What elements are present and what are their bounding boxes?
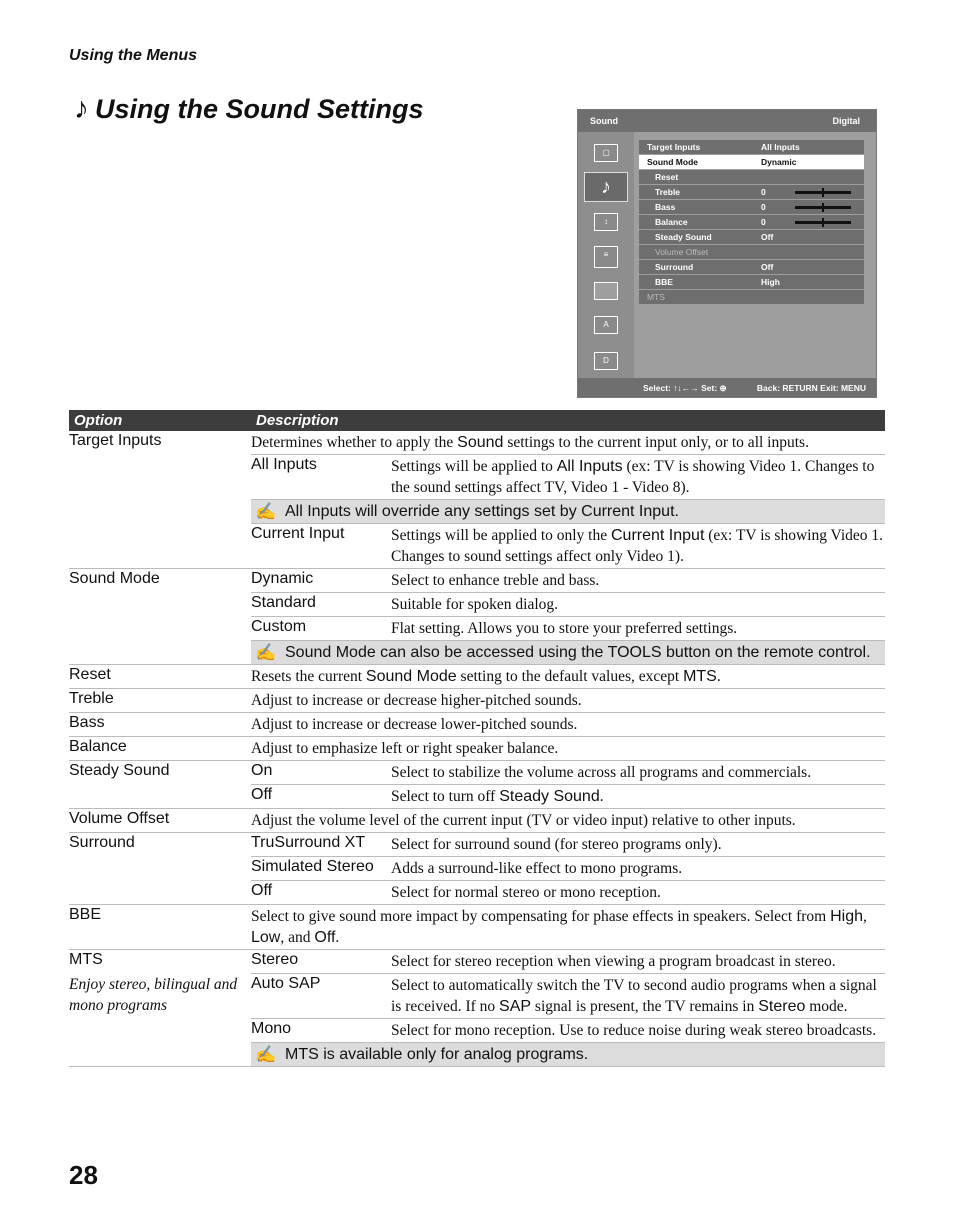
note-all-inputs: ✍ All Inputs will override any settings set by Current Input. — [251, 499, 885, 523]
menu-row-sound-mode: Sound Mode Dynamic — [639, 155, 864, 169]
option-description: Adjust the volume level of the current input (TV or video input) relative to other inputs. — [251, 812, 796, 829]
menu-row-surround: Surround Off — [639, 260, 864, 274]
treble-slider — [795, 191, 851, 194]
parental-digital-icon: D — [584, 346, 628, 376]
option-label: Steady Sound — [69, 762, 170, 779]
option-label: BBE — [69, 906, 102, 923]
option-label: Bass — [69, 714, 105, 731]
sub-row-simulated-stereo: Simulated Stereo Adds a surround-like effect to mono programs. — [251, 856, 885, 880]
menu-bottom-bar — [578, 378, 876, 397]
menu-rows — [639, 140, 864, 305]
menu-row-treble: Treble 0 — [639, 185, 864, 199]
channel-icon: ≡ — [584, 242, 628, 272]
row-bbe — [69, 905, 885, 950]
option-label: Target Inputs — [69, 432, 162, 449]
option-description: Select to give sound more impact by compensating for phase effects in speakers. Select from High, Low, and Off. — [251, 908, 867, 946]
option-sublabel: Enjoy stereo, bilingual and mono programs — [69, 976, 238, 1014]
option-label: Surround — [69, 834, 135, 851]
option-label: Volume Offset — [69, 810, 170, 827]
option-label: Treble — [69, 690, 114, 707]
row-volume-offset — [69, 809, 885, 833]
row-surround — [69, 833, 885, 905]
menu-top-bar — [578, 110, 876, 132]
row-reset — [69, 665, 885, 689]
row-sound-mode — [69, 569, 885, 665]
sound-settings-table — [69, 410, 885, 1067]
menu-row-reset: Reset — [639, 170, 864, 184]
page-number: 28 — [69, 1160, 98, 1190]
menu-back-exit-hint: Back: RETURN Exit: MENU — [756, 383, 866, 393]
option-label: MTS — [69, 951, 103, 968]
row-balance — [69, 737, 885, 761]
menu-row-mts: MTS — [639, 290, 864, 304]
sub-row-dynamic: Dynamic Select to enhance treble and bass. — [251, 570, 600, 589]
row-treble — [69, 689, 885, 713]
option-description: Resets the current Sound Mode setting to the default values, except MTS. — [251, 668, 721, 685]
note-sound-mode: ✍ Sound Mode can also be accessed using the TOOLS button on the remote control. — [251, 640, 885, 664]
menu-row-target-inputs: Target Inputs All Inputs — [639, 140, 864, 154]
menu-row-steady-sound: Steady Sound Off — [639, 230, 864, 244]
sub-row-on: On Select to stabilize the volume across all programs and commercials. — [251, 762, 812, 781]
option-description: Adjust to increase or decrease lower-pitched sounds. — [251, 716, 578, 733]
sub-row-auto-sap: Auto SAP Select to automatically switch the TV to second audio programs when a signal is received. If no SAP signal is present, the TV remains in Stereo mode. — [251, 973, 885, 1018]
row-mts — [69, 950, 885, 1067]
menu-row-bass: Bass 0 — [639, 200, 864, 214]
bass-slider — [795, 206, 851, 209]
picture-icon: ▢ — [584, 138, 628, 168]
sub-row-trusurround: TruSurround XT Select for surround sound (for stereo programs only). — [251, 834, 722, 853]
parental-analog-icon: A — [584, 310, 628, 340]
screen-icon: ↕ — [584, 207, 628, 237]
sub-row-stereo: Stereo Select for stereo reception when viewing a program broadcast in stereo. — [251, 951, 836, 970]
sub-row-all-inputs: All Inputs Settings will be applied to All Inputs (ex: TV is showing Video 1. Changes to the sound settings affect TV, Video 1 - Video 8). — [251, 456, 875, 496]
page-title — [74, 92, 424, 126]
balance-slider — [795, 221, 851, 224]
note-mts: ✍ MTS is available only for analog programs. — [251, 1042, 885, 1066]
menu-select-hint: Select: ↑↓←→ Set: ⊕ — [643, 383, 727, 393]
sub-row-current-input: Current Input Settings will be applied to only the Current Input (ex: TV is showing Video 1. Changes to sound settings affect only Video 1). — [251, 523, 885, 568]
note-pencil-icon: ✍ — [255, 502, 277, 521]
option-label: Reset — [69, 666, 111, 683]
page-title-text: Using the Sound Settings — [95, 93, 424, 124]
sub-row-custom: Custom Flat setting. Allows you to store your preferred settings. — [251, 616, 885, 640]
table-header — [69, 410, 885, 431]
sub-row-mono: Mono Select for mono reception. Use to reduce noise during weak stereo broadcasts. — [251, 1018, 885, 1042]
header-description: Description — [256, 412, 339, 429]
menu-title: Sound — [590, 116, 618, 126]
option-label: Balance — [69, 738, 127, 755]
menu-mode: Digital — [832, 116, 860, 126]
menu-row-balance: Balance 0 — [639, 215, 864, 229]
option-description: Adjust to increase or decrease higher-pitched sounds. — [251, 692, 582, 709]
sub-row-surround-off: Off Select for normal stereo or mono reception. — [251, 880, 885, 904]
menu-sidebar — [578, 132, 634, 380]
menu-row-bbe: BBE High — [639, 275, 864, 289]
note-pencil-icon: ✍ — [255, 643, 277, 662]
music-note-icon: ♪ — [74, 92, 89, 125]
row-bass — [69, 713, 885, 737]
row-steady-sound — [69, 761, 885, 809]
sound-icon: ♪ — [584, 172, 628, 202]
setup-icon — [584, 276, 628, 306]
tv-sound-menu-screenshot — [577, 109, 877, 398]
row-target-inputs — [69, 431, 885, 569]
sub-row-standard: Standard Suitable for spoken dialog. — [251, 592, 885, 616]
header-option: Option — [74, 412, 123, 429]
option-label: Sound Mode — [69, 570, 160, 587]
running-header: Using the Menus — [69, 47, 198, 64]
menu-row-volume-offset: Volume Offset — [639, 245, 864, 259]
sub-row-off: Off Select to turn off Steady Sound. — [251, 784, 885, 808]
option-description: Adjust to emphasize left or right speaker balance. — [251, 740, 559, 757]
note-pencil-icon: ✍ — [255, 1045, 277, 1064]
option-description: Determines whether to apply the Sound settings to the current input only, or to all inputs. — [251, 431, 885, 455]
